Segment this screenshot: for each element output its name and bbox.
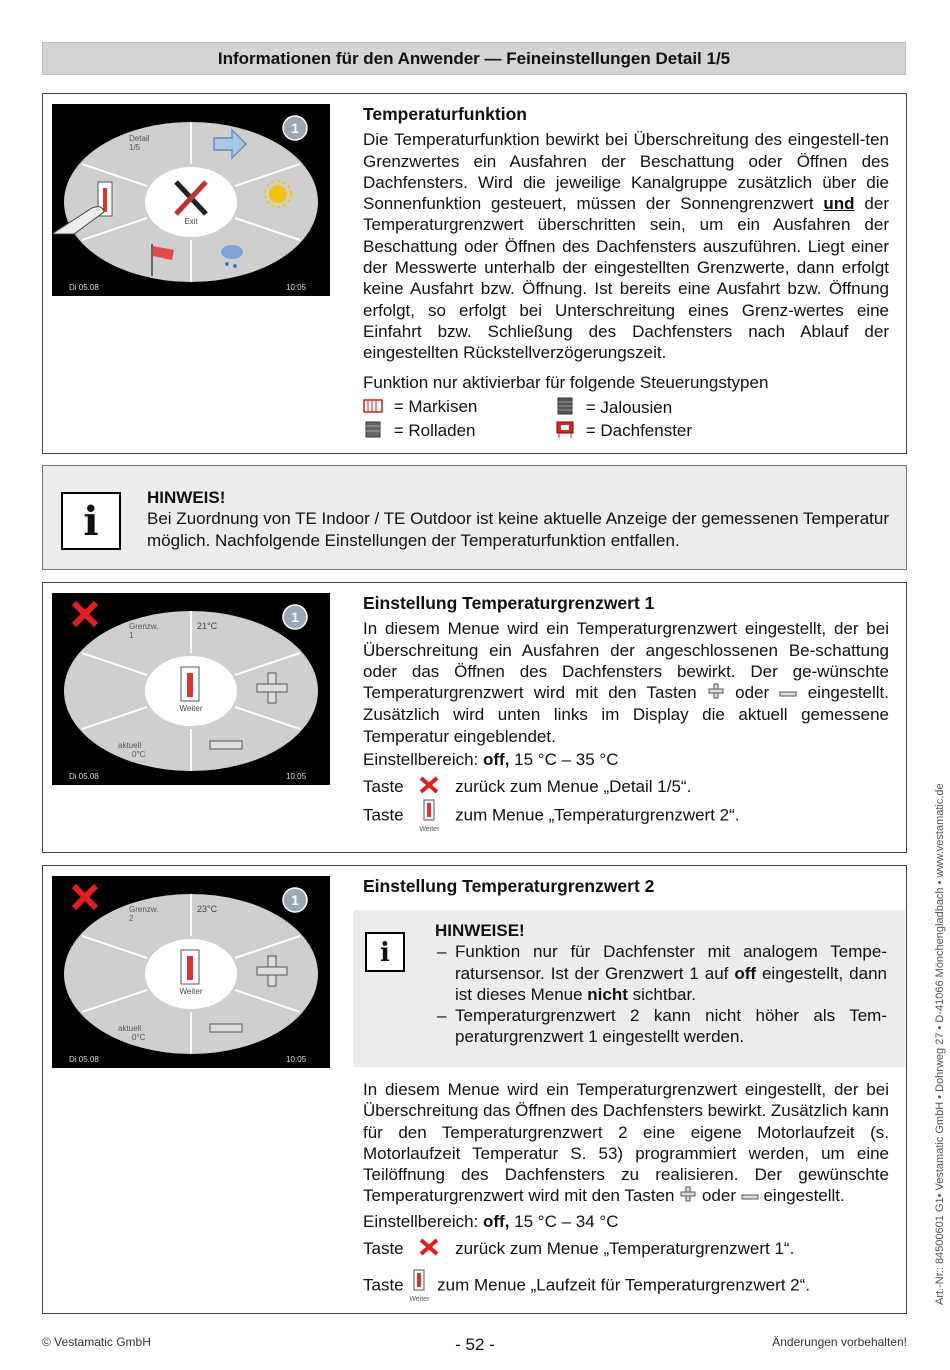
svg-text:aktuell: aktuell xyxy=(118,1024,142,1033)
key-weiter-row: Taste Weiter zum Menue „Laufzeit für Temperaturgrenzwert 2“. xyxy=(363,1269,810,1303)
footer-disclaimer: Änderungen vorbehalten! xyxy=(772,1335,907,1349)
weiter-label: Weiter xyxy=(179,704,203,713)
section3-title: Einstellung Temperaturgrenzwert 2 xyxy=(363,876,655,896)
close-x-icon xyxy=(74,603,96,625)
hint-title: HINWEIS! xyxy=(147,488,226,507)
detail-number: 1/5 xyxy=(129,143,141,152)
svg-text:10:05: 10:05 xyxy=(286,772,307,781)
awning-icon xyxy=(363,398,383,418)
svg-text:1: 1 xyxy=(291,892,299,908)
section2-text xyxy=(363,593,889,770)
svg-text:1: 1 xyxy=(291,609,299,625)
svg-text:Grenzw.: Grenzw. xyxy=(129,905,159,914)
page-number: - 52 - xyxy=(455,1335,495,1354)
footer-copyright: © Vestamatic GmbH xyxy=(42,1335,151,1349)
display-screenshot-grenzwert-1 xyxy=(52,593,330,785)
minus-key-icon xyxy=(779,683,797,704)
thermometer-icon xyxy=(181,667,199,701)
section-title: Einstellung Temperaturgrenzwert 1 xyxy=(363,593,655,613)
key-back-row: Taste zurück zum Menue „Detail 1/5“. xyxy=(363,775,691,800)
section-body: In diesem Menue wird ein Temperaturgrenzwert eingestellt, der bei Überschreitung ein Ausfahren der angeschlossenen Be-schattung oder das Öffnen des Dachfensters bewirkt. Der ge-wünschte Temperaturgrenzwert wird mit den Tasten oder eingestellt. Zusätzlich wird unten links im Display die aktuell gemessene Temperatur eingeblendet. xyxy=(363,619,889,746)
section-body: Die Temperaturfunktion bewirkt bei Überschreitung des eingestell-ten Grenzwertes ein Ausfahren der Beschattung oder Öffnen des Dachfensters. Wird die jeweilige Kanalgruppe zusätzlich über die Sonnenfunktion gesteuert, müssen der Sonnengrenzwert und der Temperaturgrenzwert überschritten sein, um ein Ausfahren der Beschattung oder Öffnen des Dachfensters auszuführen. Liegt einer der Messwerte unterhalb der eingestellten Grenzwerte, dann erfolgt keine Ausfahrt bzw. Öffnung. Ist bereits eine Ausfahrt bzw. Öffnung erfolgt, so erfolgt bei Unterschreitung eines Grenz-wertes eine Einfahrt bzw. Schließung des Dachfensters nach Ablauf der eingestellten Rückstellverzögerungszeit. xyxy=(363,130,889,363)
venetian-blind-icon xyxy=(555,397,575,420)
display-screenshot-detail xyxy=(52,104,330,296)
svg-text:1: 1 xyxy=(291,120,299,136)
display-screenshot-grenzwert-2 xyxy=(52,876,330,1068)
info-icon: i xyxy=(61,492,121,550)
type-jalousien: = Jalousien xyxy=(555,397,672,420)
close-x-icon xyxy=(418,775,440,800)
roof-window-icon xyxy=(555,420,575,443)
grenzw-value: 23°C xyxy=(197,904,218,914)
svg-text:10:05: 10:05 xyxy=(286,1055,307,1064)
hint-box-2 xyxy=(353,910,905,1067)
key-back-row: Taste zurück zum Menue „Temperaturgrenzwert 1“. xyxy=(363,1237,794,1262)
exit-label: Exit xyxy=(184,217,198,226)
setting-range: Einstellbereich: off, 15 °C – 35 °C xyxy=(363,749,619,769)
page-header: Informationen für den Anwender — Feineinstellungen Detail 1/5 xyxy=(42,42,906,75)
close-x-icon xyxy=(74,886,96,908)
hint-box xyxy=(42,465,907,570)
plus-key-icon xyxy=(707,683,725,704)
section-grenzwert-1 xyxy=(42,582,907,853)
plus-key-icon xyxy=(679,1186,697,1207)
svg-text:2: 2 xyxy=(129,914,134,923)
svg-text:Di 05.08: Di 05.08 xyxy=(69,1055,99,1064)
grenzw-label: Grenzw. xyxy=(129,622,159,631)
section3-body: In diesem Menue wird ein Temperaturgrenzwert eingestellt, der bei Überschreitung das Öffnen des Dachfensters bewirkt. Zusätzlich kann für den Temperaturgrenzwert 2 eine eigene Motorlaufzeit (s. Motorlaufzeit Temperatur S. 53) programmiert werden, um eine Teilöffnung des Dachfensters zu realisieren. Der gewünschte Temperaturgrenzwert wird mit den Tasten oder eingestellt. Einstellbereich: off, 15 °C – 34 °C xyxy=(363,1080,890,1231)
setting-range: Einstellbereich: off, 15 °C – 34 °C xyxy=(363,1211,619,1231)
close-x-icon xyxy=(418,1237,440,1262)
types-intro: Funktion nur aktivierbar für folgende Steuerungstypen xyxy=(363,372,769,392)
detail-label: Detail xyxy=(129,134,150,143)
key-weiter-row: Taste Weiter zum Menue „Temperaturgrenzwert 2“. xyxy=(363,799,740,833)
svg-text:1: 1 xyxy=(129,631,134,640)
type-markisen: = Markisen xyxy=(363,397,477,418)
info-icon: i xyxy=(365,932,405,972)
hint2-item: – Temperaturgrenzwert 2 kann nicht höher als Tem-peraturgrenzwert 1 eingestellt werden. xyxy=(435,1005,887,1048)
svg-text:Di 05.08: Di 05.08 xyxy=(69,772,99,781)
hint2-item: – Funktion nur für Dachfenster mit analogem Tempe-ratursensor. Ist der Grenzwert 1 auf off eingestellt, dann ist dieses Menue nicht sichtbar. xyxy=(435,941,887,1005)
aktuell-value: 0°C xyxy=(132,750,146,759)
svg-text:Weiter: Weiter xyxy=(179,987,203,996)
section-temperaturfunktion xyxy=(42,93,907,454)
roller-shutter-icon xyxy=(363,420,383,443)
hint-text xyxy=(147,487,889,551)
hint-body: Bei Zuordnung von TE Indoor / TE Outdoor ist keine aktuelle Anzeige der gemessenen Temperatur möglich. Nachfolgende Einstellungen der Temperaturfunktion entfallen. xyxy=(147,509,889,550)
minus-key-icon xyxy=(741,1186,759,1207)
section-title: Temperaturfunktion xyxy=(363,104,527,124)
section1-text xyxy=(363,104,889,393)
type-rolladen: = Rolladen xyxy=(363,420,476,443)
aktuell-label: aktuell xyxy=(118,741,142,750)
thermometer-weiter-icon: Weiter xyxy=(418,799,440,833)
hint2-text xyxy=(435,920,887,1048)
svg-text:0°C: 0°C xyxy=(132,1033,146,1042)
hint2-title: HINWEISE! xyxy=(435,921,525,940)
type-dachfenster: = Dachfenster xyxy=(555,420,692,443)
side-imprint: Art.-Nr.: 84500601 G1• Vestamatic GmbH • Dohrweg 27 • D-41066 Mönchengladbach • www.vestamatic.de xyxy=(934,783,946,1305)
thermometer-weiter-icon: Weiter xyxy=(408,1269,430,1303)
screen-date: Di 05.08 xyxy=(69,283,99,292)
minus-icon xyxy=(210,741,242,749)
screen-time: 10:05 xyxy=(286,283,307,292)
thermometer-icon xyxy=(181,950,199,984)
minus-icon xyxy=(210,1024,242,1032)
grenzw-value: 21°C xyxy=(197,621,218,631)
